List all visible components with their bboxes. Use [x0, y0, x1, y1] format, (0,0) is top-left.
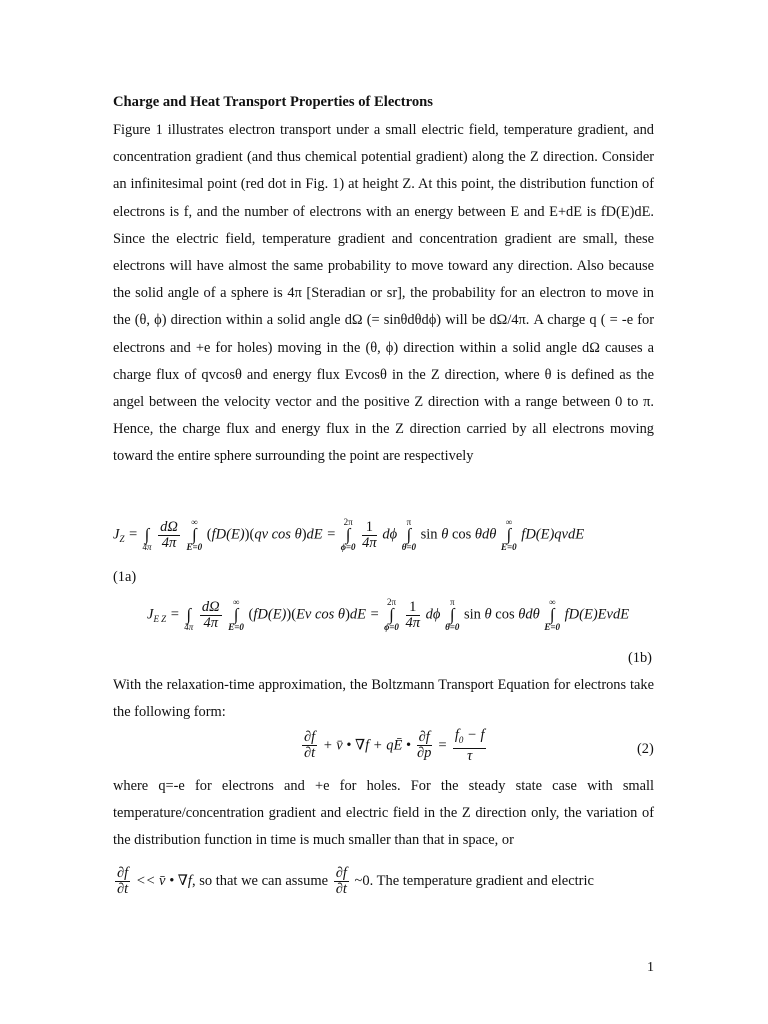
- page-number: 1: [647, 960, 654, 975]
- equation-1b-label: (1b): [628, 650, 652, 666]
- inline-condition-line: $\frac{\partial f}{\partial t}$ << v̄ • ∇f, so that we can assume $\frac{\partial f}{\partial t}$ ~0. The temperature gradient and electric: [117, 865, 594, 897]
- equation-2: $\frac{\partial f}{\partial t}$ + v̄ • ∇f + qĒ • $\frac{\partial f}{\partial p}$ = $\frac{f_0 - f}{\tau}$: [304, 727, 485, 764]
- equation-1a: $J_Z$ = ∫ 4π $\frac{d\Omega}{4\pi}$ ∞ ∫ E=0 (fD(E))(qv cos θ)dE = 2π ∫ ϕ=0 $\frac{1}{4\pi}$ dϕ π ∫ θ=0 sin θ cos θdθ ∞ ∫ E=0 fD(E)qvdE: [113, 517, 585, 552]
- paragraph-intro-text: Figure 1 illustrates electron transport under a small electric field, temperature gradient, and concentration gradient (and thus chemical potential gradient) along the Z direction. Consider an infinitesimal point (red dot in Fig. 1) at height Z. At this point, the distribution function of electrons is f, and the number of electrons with an energy between E and E+dE is fD(E)dE. Since the electric field, temperature gradient and concentration gradient are small, these electrons will have almost the same probability to move toward any direction. Also because the solid angle of a sphere is 4π [Steradian or sr], the probability for an electron to move in the (θ, ϕ) direction within a solid angle dΩ (= sinθdθdϕ) will be dΩ/4π. A charge q ( = -e for electrons and +e for holes) moving in the (θ, ϕ) direction within a solid angle dΩ causes a charge flux of qvcosθ and energy flux Evcosθ in the Z direction, where θ is defined as the angel between the velocity vector and the positive Z direction with a range between 0 to π. Hence, the charge flux and energy flux in the Z direction carried by all electrons moving toward the entire sphere surrounding the point are respectively: [113, 122, 654, 465]
- condition-mid-text: , so that we can assume: [191, 872, 329, 889]
- equation-1b: $J_{E Z}$ = ∫ 4π $\frac{d\Omega}{4\pi}$ ∞ ∫ E=0 (fD(E))(Ev cos θ)dE = 2π ∫ ϕ=0 $\frac{1}{4\pi}$ dϕ π ∫ θ=0 sin θ cos θdθ ∞ ∫ E=0 fD(E)EvdE: [147, 597, 630, 632]
- condition-end-text: ~0. The temperature gradient and electric: [354, 872, 594, 889]
- paragraph-bte-intro-text: With the relaxation-time approximation, the Boltzmann Transport Equation for electrons take the following form:: [113, 677, 654, 721]
- equation-2-label: (2): [637, 741, 654, 757]
- paragraph-steady-state: [113, 773, 654, 855]
- paragraph-bte-intro: [113, 672, 654, 726]
- section-title: Charge and Heat Transport Properties of Electrons: [113, 94, 433, 110]
- equation-1a-label: (1a): [113, 569, 137, 585]
- paragraph-intro: [113, 117, 654, 471]
- paragraph-steady-state-text: where q=-e for electrons and +e for holes. For the steady state case with small temperature/concentration gradient and electric field in the Z direction only, the variation of the distribution function in time is much smaller than that in space, or: [113, 778, 654, 849]
